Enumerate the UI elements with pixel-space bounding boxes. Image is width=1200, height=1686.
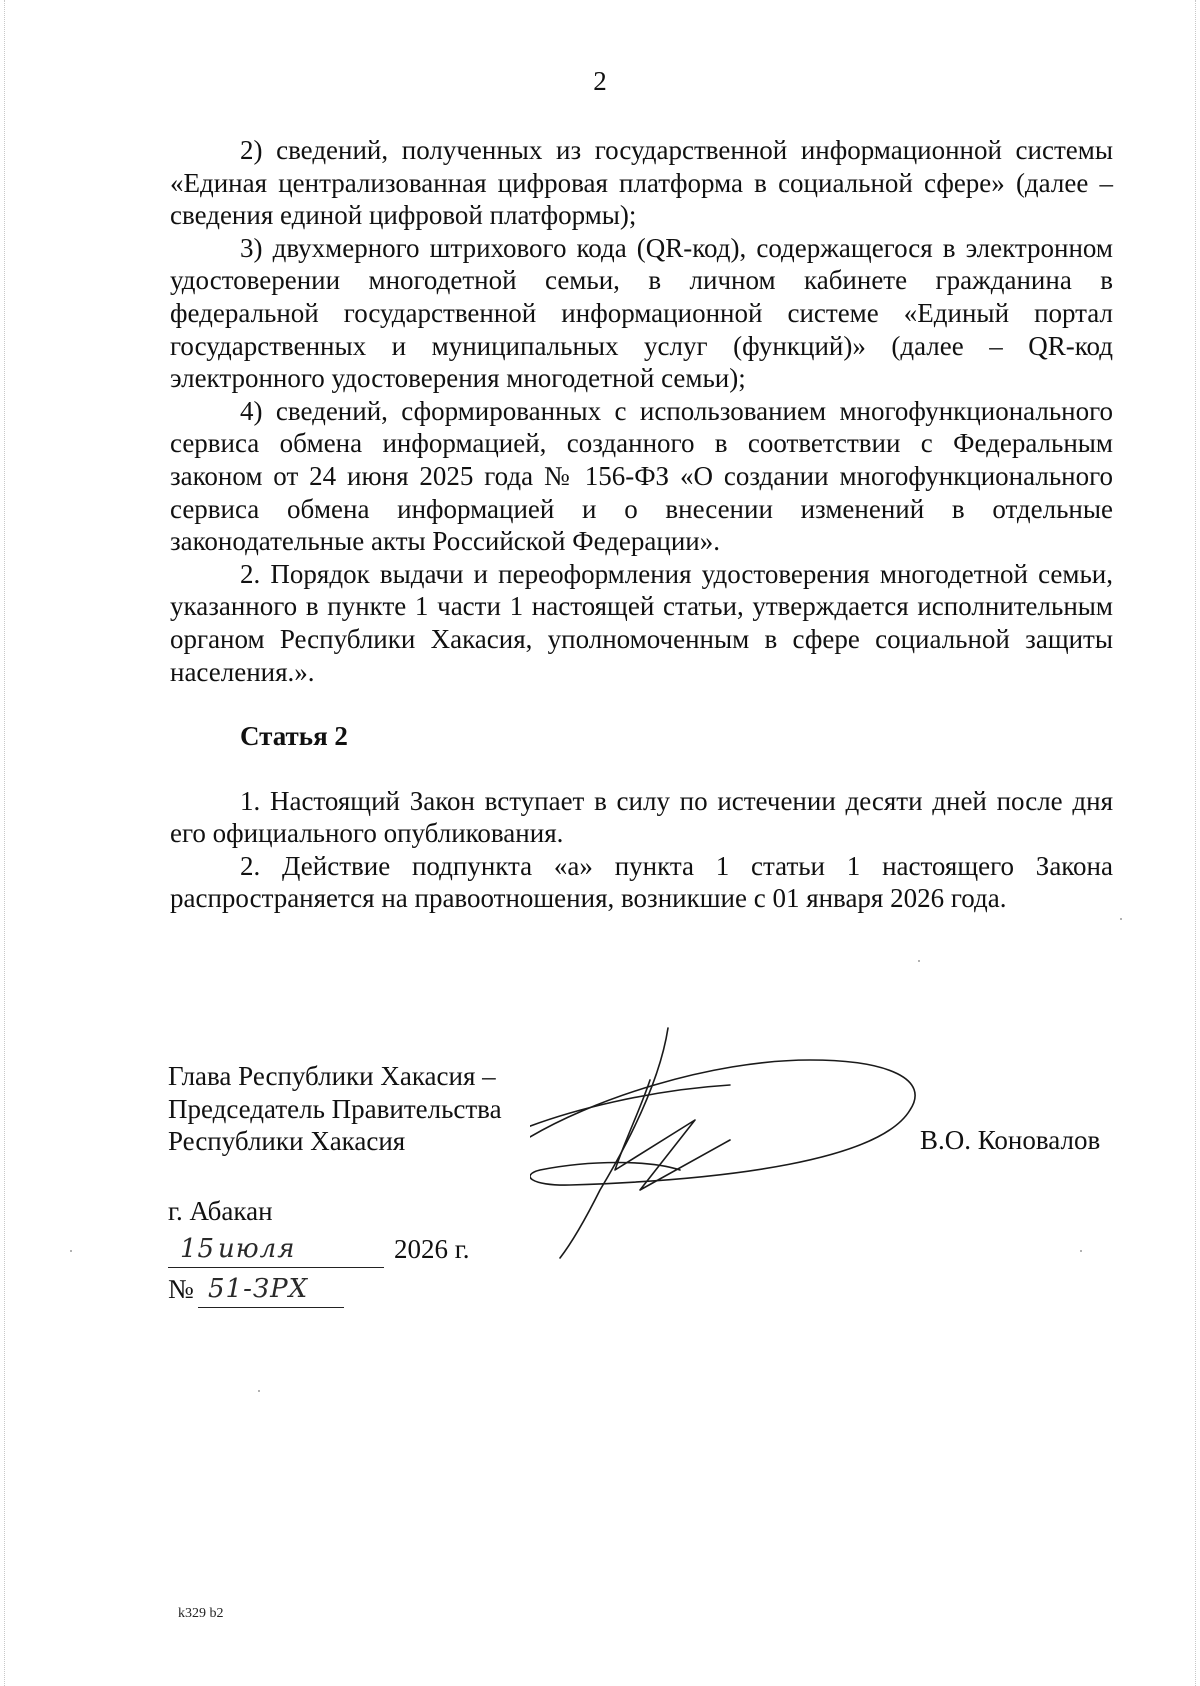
- signatory-title-line-1: Глава Республики Хакасия –: [168, 1061, 496, 1091]
- paragraph-item-2: 2) сведений, полученных из государственной информационной системы «Единая централизованная цифровая платформа в социальной сфере» (далее – сведения единой цифровой платформы);: [170, 135, 1113, 231]
- scan-speck: [918, 960, 920, 962]
- scan-edge-left: [4, 0, 5, 1686]
- number-handwritten: 51-ЗРХ: [208, 1274, 309, 1304]
- date-day-handwritten: 15: [180, 1234, 216, 1264]
- signing-date: [168, 1229, 568, 1269]
- paragraph-part-2: 2. Порядок выдачи и переоформления удостоверения многодетной семьи, указанного в пункте 1 части 1 настоящей статьи, утверждается исполнительным органом Республики Хакасия, уполномоченным в сфере социальной защиты населения.».: [170, 558, 1113, 687]
- document-code: k329 b2: [178, 1606, 224, 1621]
- scan-speck: [1080, 1250, 1082, 1252]
- scan-edge-right: [1195, 0, 1196, 1686]
- paragraph-item-4: 4) сведений, сформированных с использованием многофункционального сервиса обмена информацией, созданного в соответствии с Федеральным законом от 24 июня 2025 года № 156-ФЗ «О создании многофункционального сервиса обмена информацией и о внесении изменений в отдельные законодательные акты Российской Федерации».: [170, 395, 1113, 557]
- scan-speck: [258, 1390, 260, 1392]
- signatory-name: В.О. Коновалов: [920, 1125, 1101, 1155]
- signatory-title-line-3: Республики Хакасия: [168, 1126, 406, 1157]
- handwritten-signature: [530, 1020, 950, 1260]
- number-underline: [198, 1307, 344, 1308]
- article-paragraph-1: 1. Настоящий Закон вступает в силу по истечении десяти дней после дня его официального опубликования.: [170, 785, 1113, 849]
- article-heading: Статья 2: [240, 721, 348, 752]
- signatory-title: [168, 1060, 548, 1158]
- place-city: г. Абакан: [168, 1196, 273, 1226]
- place-and-date-block: [168, 1193, 568, 1309]
- date-year: 2026 г.: [394, 1234, 470, 1264]
- law-number: [168, 1269, 568, 1309]
- date-month-handwritten: июля: [218, 1234, 296, 1264]
- date-underline: [168, 1267, 384, 1268]
- scan-speck: [70, 1250, 72, 1252]
- signatory-title-line-2: Председатель Правительства: [168, 1093, 502, 1124]
- document-body: [170, 134, 1113, 915]
- paragraph-item-3: 3) двухмерного штрихового кода (QR-код), содержащегося в электронном удостоверении многодетной семьи, в личном кабинете гражданина в федеральной государственной информационной системе «Единый портал государственных и муниципальных услуг (функций)» (далее – QR-код электронного удостоверения многодетной семьи);: [170, 232, 1113, 394]
- number-sign: №: [168, 1274, 194, 1304]
- article-paragraph-2: 2. Действие подпункта «а» пункта 1 статьи 1 настоящего Закона распространяется на правоотношения, возникшие с 01 января 2026 года.: [170, 850, 1113, 914]
- page-number: 2: [593, 66, 607, 96]
- scan-speck: [1120, 918, 1122, 920]
